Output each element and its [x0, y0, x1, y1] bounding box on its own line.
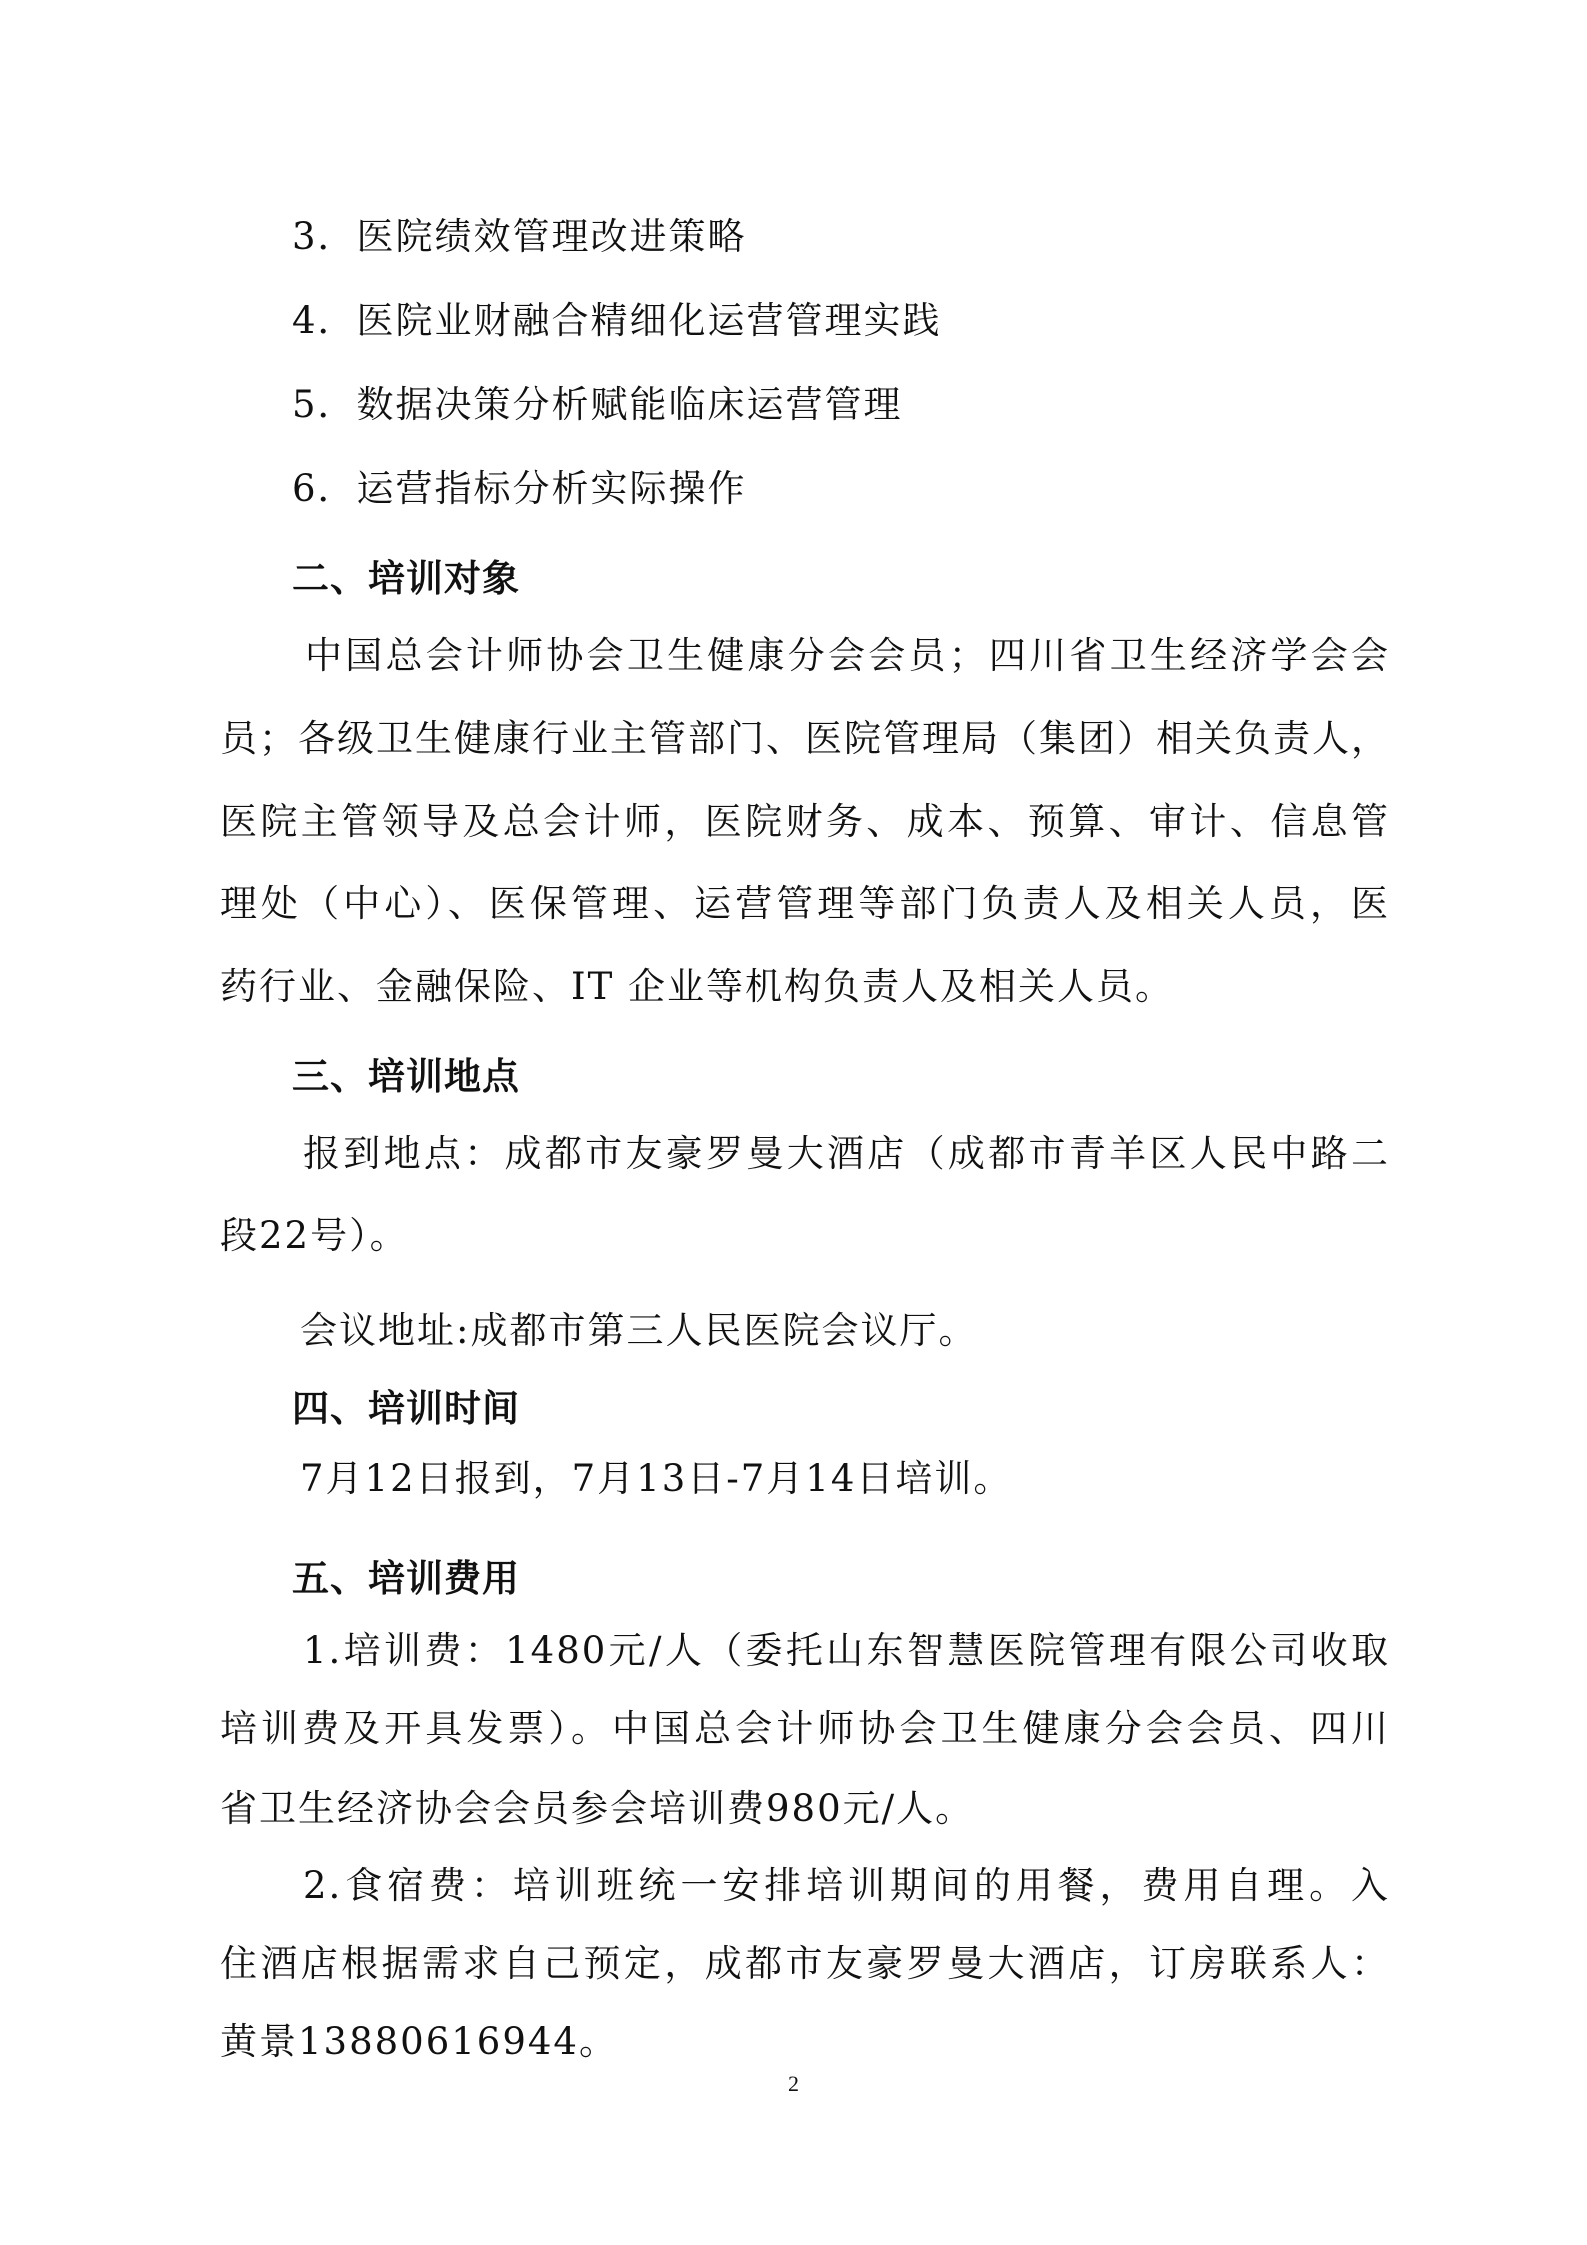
paragraph-line: 报到地点：成都市友豪罗曼大酒店（成都市青羊区人民中路二 — [303, 1132, 1390, 1175]
section-heading: 三、培训地点 — [292, 1055, 520, 1098]
section-heading: 四、培训时间 — [292, 1387, 520, 1430]
list-item: 6．运营指标分析实际操作 — [292, 467, 747, 510]
paragraph-line: 省卫生经济协会会员参会培训费980元/人。 — [220, 1787, 975, 1830]
paragraph-line: 培训费及开具发票）。中国总会计师协会卫生健康分会会员、四川 — [220, 1707, 1390, 1750]
paragraph-line: 黄景13880616944。 — [220, 2020, 618, 2063]
paragraph-line: 段22号）。 — [220, 1214, 409, 1257]
paragraph-line: 医院主管领导及总会计师，医院财务、成本、预算、审计、信息管 — [220, 800, 1390, 843]
list-item: 3．医院绩效管理改进策略 — [292, 215, 747, 258]
paragraph-line: 中国总会计师协会卫生健康分会会员；四川省卫生经济学会会 — [305, 634, 1390, 677]
paragraph-line: 1.培训费：1480元/人（委托山东智慧医院管理有限公司收取 — [303, 1629, 1390, 1672]
paragraph-line: 7月12日报到，7月13日-7月14日培训。 — [300, 1457, 1013, 1500]
list-item: 4．医院业财融合精细化运营管理实践 — [292, 299, 942, 342]
page-number: 2 — [788, 2071, 799, 2096]
paragraph-line: 会议地址:成都市第三人民医院会议厅。 — [300, 1309, 978, 1352]
paragraph-line: 员；各级卫生健康行业主管部门、医院管理局（集团）相关负责人， — [220, 717, 1390, 760]
paragraph-line: 药行业、金融保险、IT 企业等机构负责人及相关人员。 — [220, 965, 1175, 1008]
section-heading: 二、培训对象 — [292, 557, 520, 600]
paragraph-line: 理处（中心）、医保管理、运营管理等部门负责人及相关人员，医 — [220, 882, 1390, 925]
list-item: 5．数据决策分析赋能临床运营管理 — [292, 383, 903, 426]
paragraph-line: 住酒店根据需求自己预定，成都市友豪罗曼大酒店，订房联系人： — [220, 1942, 1390, 1985]
paragraph-line: 2.食宿费：培训班统一安排培训期间的用餐，费用自理。入 — [303, 1864, 1390, 1907]
section-heading: 五、培训费用 — [292, 1557, 520, 1600]
